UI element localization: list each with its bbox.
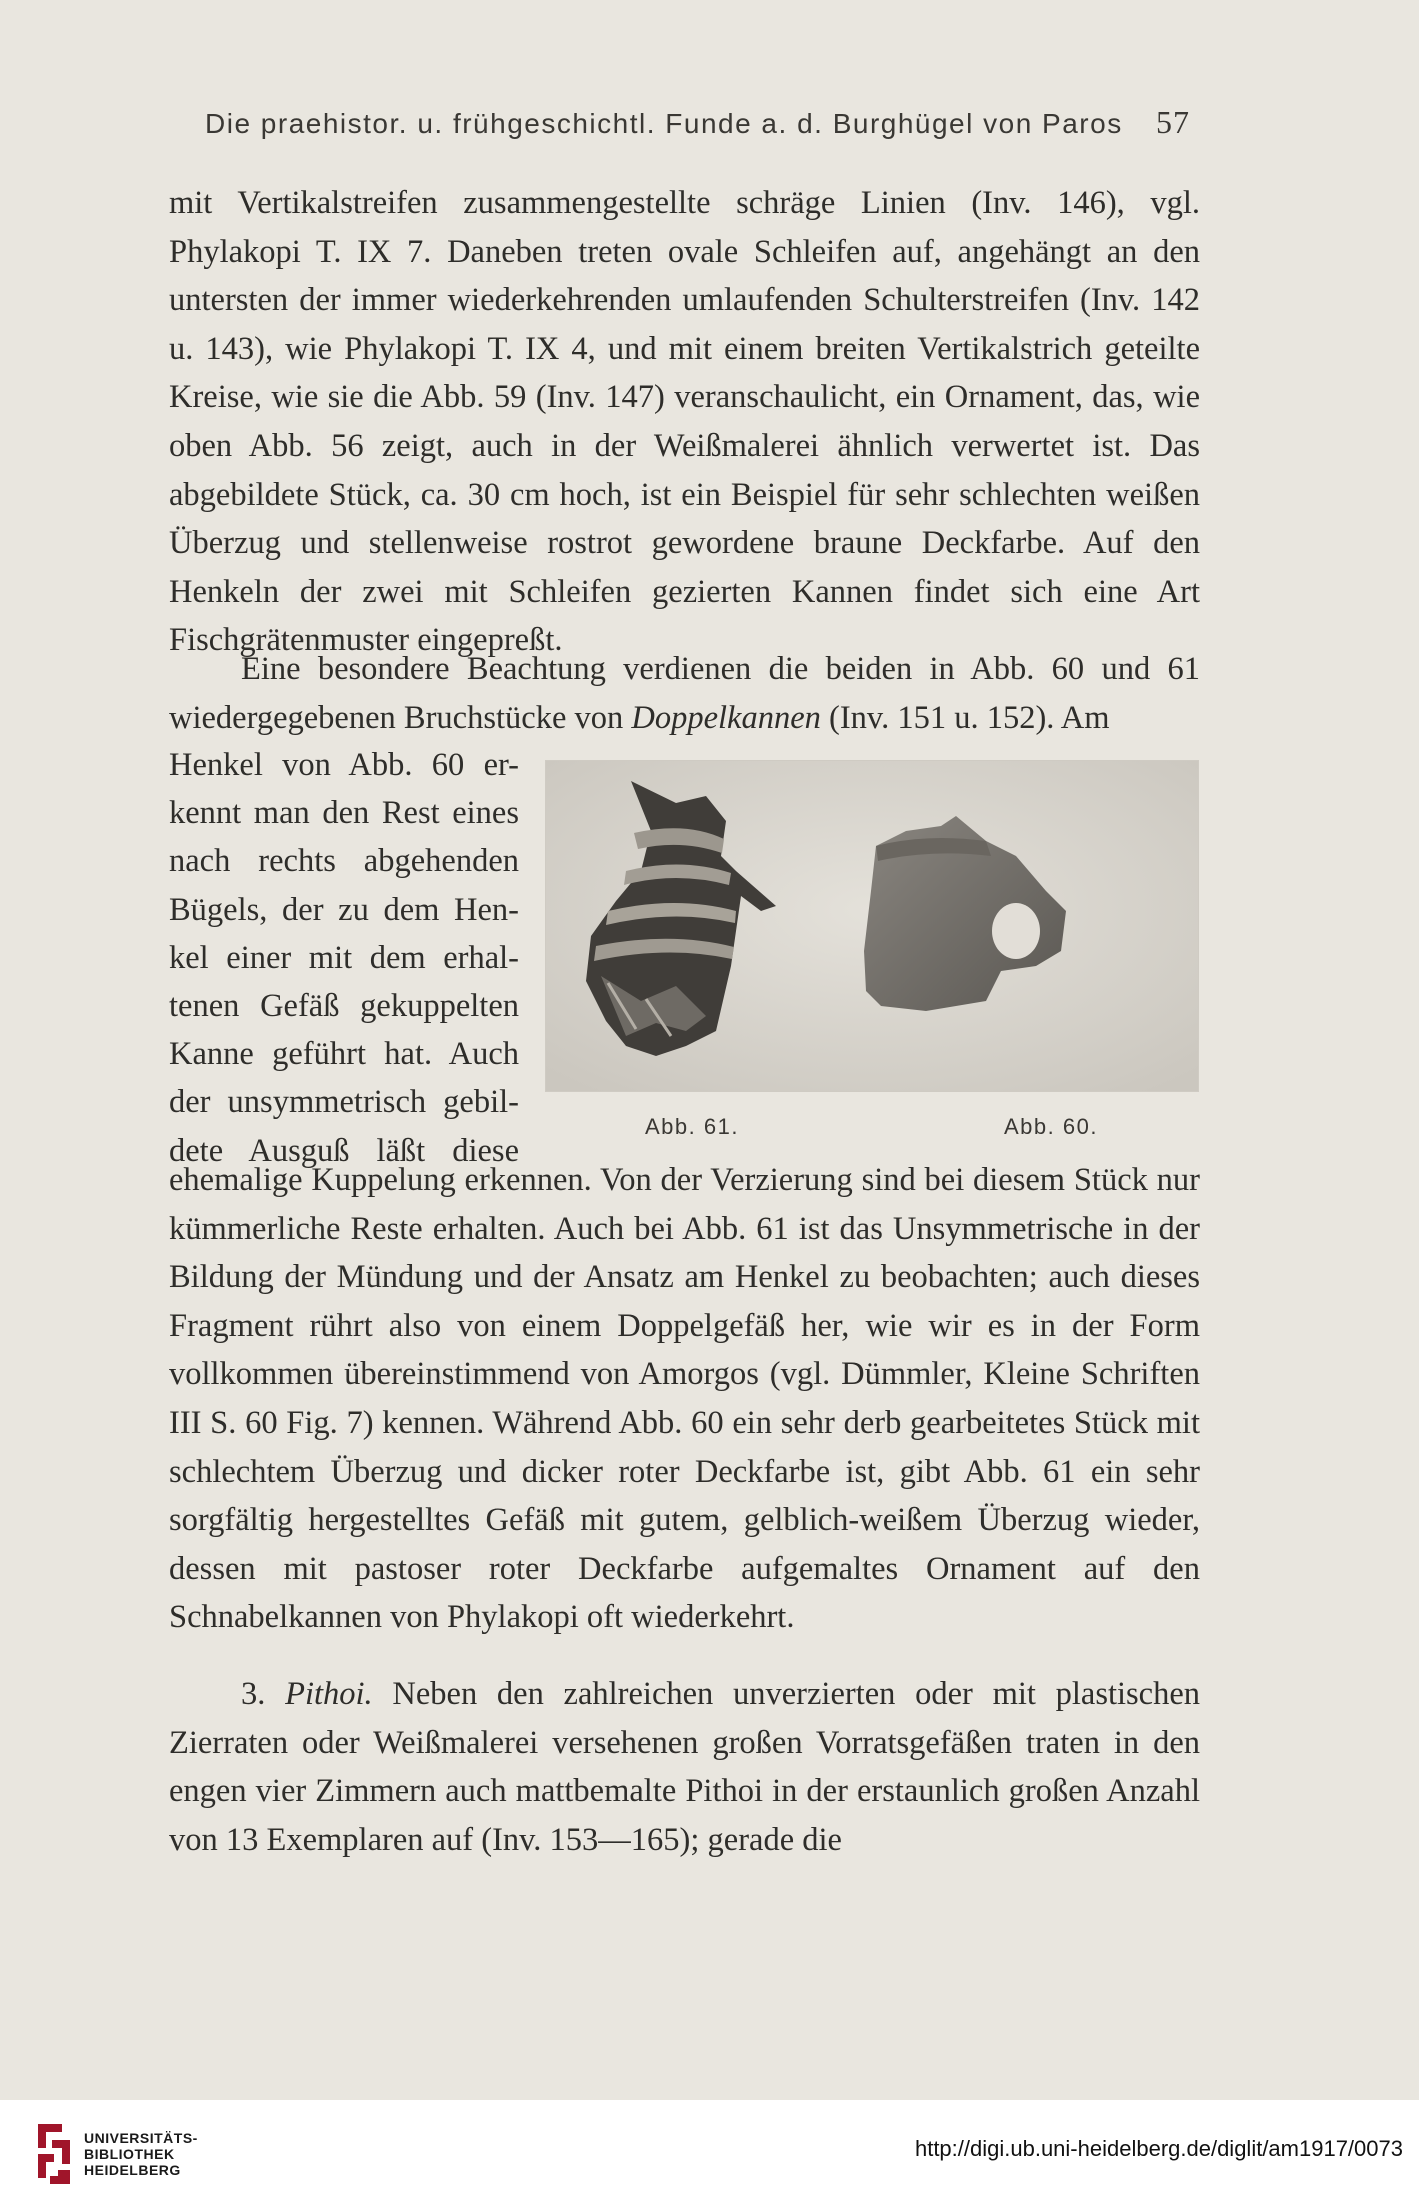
wrap-line: dete Ausguß läßt diese (169, 1132, 519, 1169)
paragraph-2-continuation (169, 1156, 1200, 1642)
paragraph-2-text (169, 645, 1200, 742)
paragraph-2-cont-text: ehemalige Kuppelung erkennen. Von der Verzierung sind bei diesem Stück nur kümmerliche Reste erhalten. Auch bei Abb. 61 ist das Unsymmetrische in der Bildung der Mündung und der Ansatz am Henkel zu beobachten; auch dieses Fragment rührt also von einem Doppelgefäß her, wie wir es in der Form vollkommen übereinstimmend von Amorgos (vgl. Dümmler, Kleine Schriften III S. 60 Fig. 7) kennen. Während Abb. 60 ein sehr derb gearbeitetes Stück mit schlechtem Überzug und dicker roter Deckfarbe ist, gibt Abb. 61 ein sehr sorgfältig hergestelltes Gefäß mit gutem, gelblich-weißem Überzug wieder, dessen mit pastoser roter Deckfarbe aufgemaltes Ornament auf den Schnabelkannen von Phylakopi oft wiederkehrt. (169, 1162, 1200, 1636)
library-name (84, 2130, 198, 2178)
running-header (205, 104, 1190, 141)
wrap-line: tenen Gefäß gekuppelten (169, 988, 519, 1025)
wrapped-text-block (169, 741, 519, 1175)
library-name-line: BIBLIOTHEK (84, 2146, 175, 2162)
section-heading-pithoi: Pithoi. (285, 1676, 373, 1712)
paragraph-2-start (169, 645, 1200, 742)
wrap-line: Henkel von Abb. 60 er- (169, 747, 519, 783)
wrap-line: kel einer mit dem erhal- (169, 939, 519, 976)
wrap-line: Bügels, der zu dem Hen- (169, 891, 519, 928)
paragraph-2-before: Eine besondere Beachtung verdienen die beiden in Abb. 60 und 61 wiedergegebenen Bruchstücke von (169, 651, 1200, 736)
paragraph-1-text: mit Vertikalstreifen zusammengestellte schräge Linien (Inv. 146), vgl. Phylakopi T. IX 7. Daneben treten ovale Schleifen auf, angehängt an den untersten der immer wiederkehrenden umlaufenden Schulterstreifen (Inv. 142 u. 143), wie Phylakopi T. IX 4, und mit einem breiten Vertikalstrich geteilte Kreise, wie sie die Abb. 59 (Inv. 147) veranschaulicht, ein Ornament, das, wie oben Abb. 56 zeigt, auch in der Weißmalerei ähnlich verwertet ist. Das abgebildete Stück, ca. 30 cm hoch, ist ein Beispiel für sehr schlechten weißen Überzug und stellenweise rostrot gewordene braune Deckfarbe. Auf den Henkeln der zwei mit Schleifen gezierten Kannen findet sich eine Art Fischgrätenmuster eingepreßt. (169, 185, 1200, 659)
permalink-url[interactable]: http://digi.ub.uni-heidelberg.de/diglit/am1917/0073 (914, 2136, 1403, 2161)
paragraph-3-text (169, 1670, 1200, 1864)
paragraph-1 (169, 179, 1200, 665)
term-doppelkannen: Doppelkannen (631, 699, 821, 736)
paragraph-3-body: Neben den zahlreichen unverzierten oder mit plastischen Zierraten oder Weißmalerei versehenen großen Vorratsgefäßen traten in den engen vier Zimmern auch mattbemalte Pithoi in der erstaunlich großen Anzahl von 13 Exemplaren auf (Inv. 153—165); gerade die (169, 1676, 1201, 1858)
wrap-line: Kanne geführt hat. Auch (169, 1036, 519, 1073)
caption-abb-61: Abb. 61. (645, 1114, 739, 1139)
paragraph-2-after: (Inv. 151 u. 152). Am (829, 699, 1110, 736)
wrap-line: der unsymmetrisch gebil- (169, 1084, 519, 1121)
section-number: 3. (241, 1676, 266, 1712)
running-title: Die praehistor. u. frühgeschichtl. Funde a. d. Burghügel von Paros (205, 108, 1123, 139)
library-logo-icon[interactable] (32, 2118, 76, 2195)
page-number: 57 (1156, 104, 1190, 140)
library-name-line: UNIVERSITÄTS- (84, 2130, 198, 2146)
pottery-fragments-photo (545, 760, 1199, 1092)
pottery-fragments-illustration (546, 761, 1198, 1091)
wrap-line: nach rechts abgehenden (169, 843, 519, 880)
caption-abb-60: Abb. 60. (1004, 1114, 1098, 1139)
paragraph-3 (169, 1670, 1200, 1864)
library-name-line: HEIDELBERG (84, 2162, 181, 2178)
wrap-line: kennt man den Rest eines (169, 795, 519, 832)
